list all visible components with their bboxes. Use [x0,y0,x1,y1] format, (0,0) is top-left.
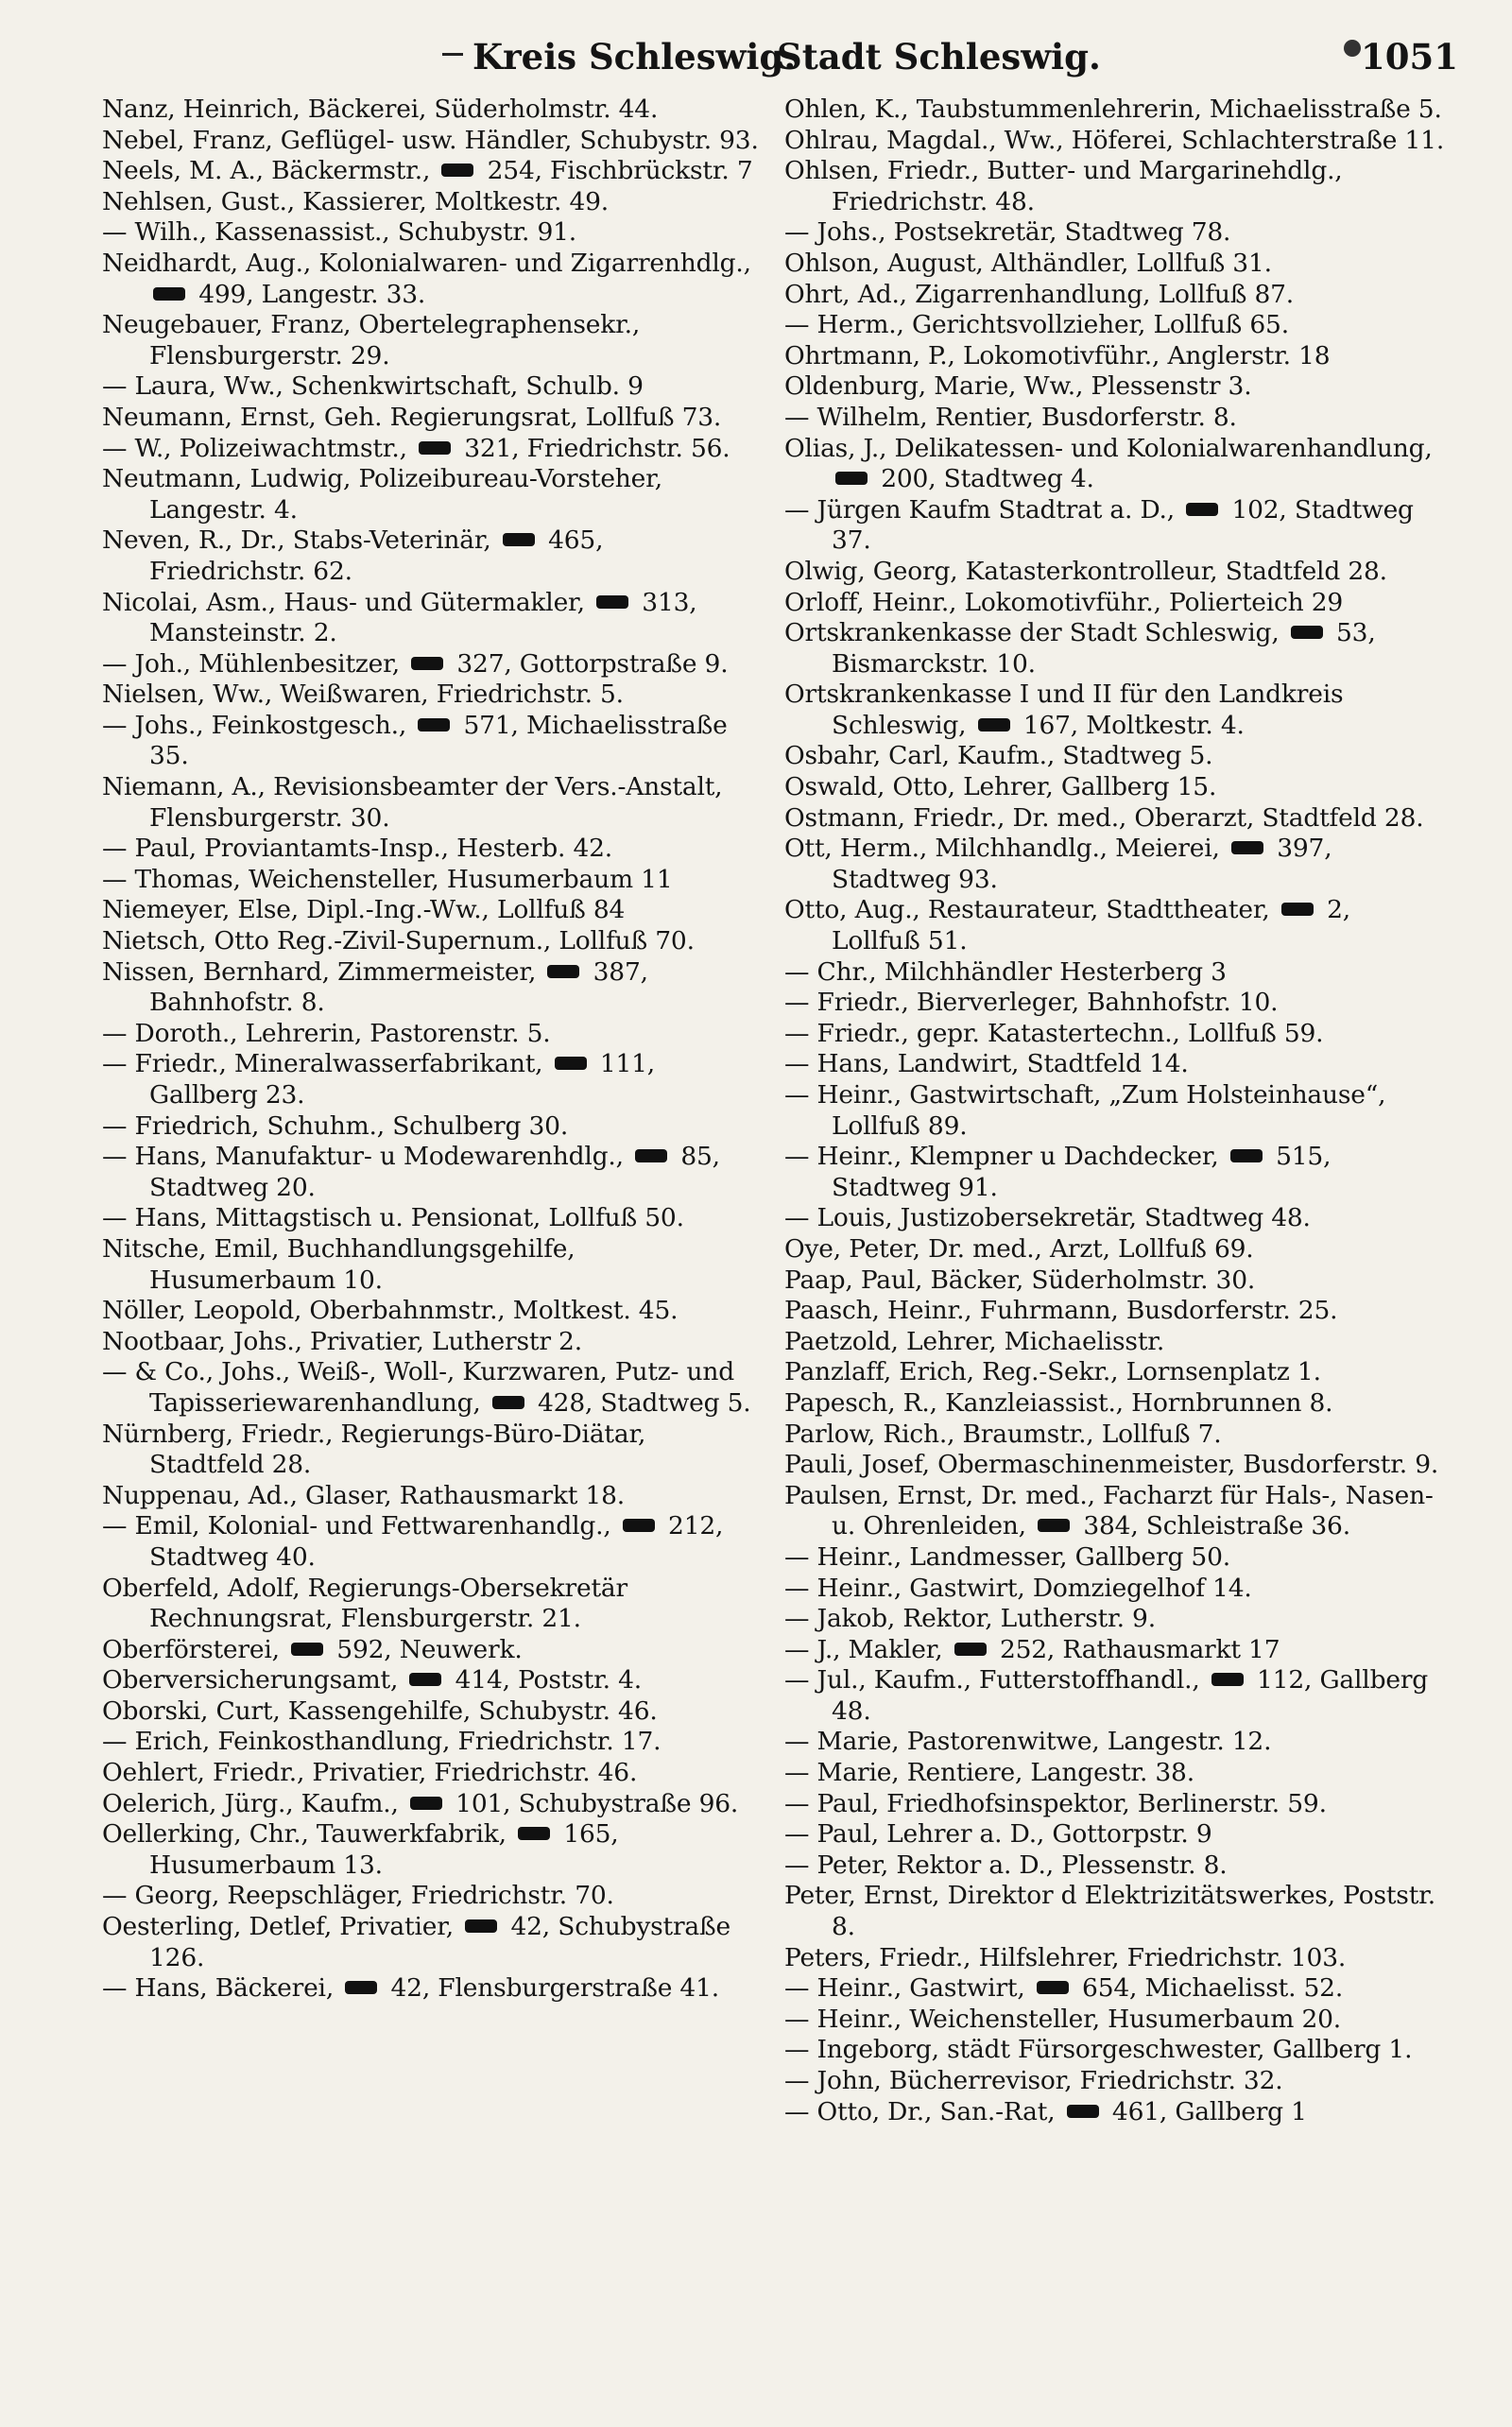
header-dash [442,53,463,56]
directory-entry: Oldenburg, Marie, Ww., Plessenstr 3. [784,371,1252,402]
directory-entry: Nuppenau, Ad., Glaser, Rathausmarkt 18. [102,1480,625,1510]
telephone-icon [345,1981,377,1994]
telephone-icon [410,1797,442,1810]
directory-entry: Panzlaff, Erich, Reg.-Sekr., Lornsenplatz 1. [784,1357,1321,1387]
directory-entry: Oellerking, Chr., Tauwerkfabrik, 165, Husumerbaum 13. [102,1819,619,1880]
directory-entry: Neugebauer, Franz, Obertelegraphensekr., Flensburgerstr. 29. [102,310,641,370]
telephone-icon [1231,841,1263,854]
directory-entry: Neidhardt, Aug., Kolonialwaren- und Zigarrenhdlg., 499, Langestr. 33. [102,248,751,309]
directory-entry: — Herm., Gerichtsvollzieher, Lollfuß 65. [784,310,1289,340]
directory-entry: — Louis, Justizobersekretär, Stadtweg 48. [784,1203,1311,1233]
header-district: Kreis Schleswig. [472,36,797,77]
directory-entry: Nanz, Heinrich, Bäckerei, Süderholmstr. 44. [102,95,659,124]
directory-entry: — Emil, Kolonial- und Fettwarenhandlg., 212, Stadtweg 40. [102,1511,724,1572]
directory-entry: — Joh., Mühlenbesitzer, 327, Gottorpstraße 9. [102,648,729,679]
directory-entry: Ortskrankenkasse I und II für den Landkreis Schleswig, 167, Moltkestr. 4. [784,680,1344,740]
directory-entry: Ott, Herm., Milchhandlg., Meierei, 397, Stadtweg 93. [784,834,1332,894]
directory-entry: — Friedr., Mineralwasserfabrikant, 111, Gallberg 23. [102,1049,656,1110]
directory-entry: Neutmann, Ludwig, Polizeibureau-Vorsteher, Langestr. 4. [102,464,662,525]
directory-entry: Nielsen, Ww., Weißwaren, Friedrichstr. 5. [102,680,624,710]
directory-entry: Neels, M. A., Bäckermstr., 254, Fischbrückstr. 7 [102,156,753,186]
directory-entry: — Marie, Rentiere, Langestr. 38. [784,1758,1194,1788]
directory-entry: Paap, Paul, Bäcker, Süderholmstr. 30. [784,1265,1256,1295]
telephone-icon [492,1396,524,1409]
directory-entry: — Jürgen Kaufm Stadtrat a. D., 102, Stadtweg 37. [784,494,1414,556]
left-column [102,95,764,2005]
directory-entry: Niemeyer, Else, Dipl.-Ing.-Ww., Lollfuß 84 [102,895,626,925]
directory-entry: — W., Polizeiwachtmstr., 321, Friedrichstr. 56. [102,433,730,463]
telephone-icon [465,1919,497,1933]
directory-entry: — Erich, Feinkosthandlung, Friedrichstr. 17. [102,1727,662,1757]
directory-entry: — Jakob, Rektor, Lutherstr. 9. [784,1604,1156,1634]
directory-entry: — Doroth., Lehrerin, Pastorenstr. 5. [102,1018,551,1048]
directory-entry: — Heinr., Gastwirt, 654, Michaelisst. 52. [784,1973,1344,2004]
telephone-icon [441,164,473,177]
directory-entry: — Heinr., Weichensteller, Husumerbaum 20. [784,2004,1341,2034]
directory-entry: — Hans, Landwirt, Stadtfeld 14. [784,1049,1189,1079]
telephone-icon [1230,1149,1263,1162]
directory-entry: — Heinr., Landmesser, Gallberg 50. [784,1541,1230,1572]
directory-entry: Oberfeld, Adolf, Regierungs-Obersekretär Rechnungsrat, Flensburgerstr. 21. [102,1573,627,1634]
directory-entry: Ortskrankenkasse der Stadt Schleswig, 53, Bismarckstr. 10. [784,618,1376,679]
directory-entry: Osbahr, Carl, Kaufm., Stadtweg 5. [784,741,1213,771]
directory-entry: — John, Bücherrevisor, Friedrichstr. 32. [784,2066,1283,2095]
directory-entry: Nürnberg, Friedr., Regierungs-Büro-Diätar, Stadtfeld 28. [102,1419,646,1480]
directory-entry: Nehlsen, Gust., Kassierer, Moltkestr. 49. [102,186,610,216]
directory-entry: Papesch, R., Kanzleiassist., Hornbrunnen 8. [784,1387,1333,1418]
directory-entry: Paasch, Heinr., Fuhrmann, Busdorferstr. 25. [784,1296,1338,1326]
page-header [0,36,1512,93]
directory-entry: Otto, Aug., Restaurateur, Stadttheater, 2, Lollfuß 51. [784,895,1350,956]
telephone-icon [518,1827,550,1840]
directory-entry: — Heinr., Gastwirt, Domziegelhof 14. [784,1573,1252,1603]
telephone-icon [555,1057,587,1070]
directory-entry: — Jul., Kaufm., Futterstoffhandl., 112, Gallberg 48. [784,1665,1429,1726]
directory-entry: — Hans, Mittagstisch u. Pensionat, Lollfuß 50. [102,1203,684,1233]
telephone-icon [411,657,443,670]
directory-entry: Neumann, Ernst, Geh. Regierungsrat, Lollfuß 73. [102,402,722,432]
directory-entry: Oberversicherungsamt, 414, Poststr. 4. [102,1665,642,1695]
page-number: 1051 [1361,36,1458,77]
directory-entry: Nebel, Franz, Geflügel- usw. Händler, Schubystr. 93. [102,125,759,155]
directory-entry: Parlow, Rich., Braumstr., Lollfuß 7. [784,1419,1222,1449]
directory-entry: Ohlsen, Friedr., Butter- und Margarinehdlg., Friedrichstr. 48. [784,156,1343,216]
telephone-icon [291,1643,323,1656]
directory-entry: — Hans, Manufaktur- u Modewarenhdlg., 85, Stadtweg 20. [102,1142,720,1202]
telephone-icon [954,1643,987,1656]
directory-entry: Nitsche, Emil, Buchhandlungsgehilfe, Husumerbaum 10. [102,1233,576,1295]
telephone-icon [1186,503,1218,516]
directory-entry: — Johs., Feinkostgesch., 571, Michaelisstraße 35. [102,710,728,771]
directory-entry: — Paul, Proviantamts-Insp., Hesterb. 42. [102,834,613,864]
directory-entry: Orloff, Heinr., Lokomotivführ., Polierteich 29 [784,587,1344,617]
directory-entry: — J., Makler, 252, Rathausmarkt 17 [784,1634,1280,1664]
directory-entry: Ohrtmann, P., Lokomotivführ., Anglerstr. 18 [784,340,1331,370]
telephone-icon [623,1519,655,1532]
directory-entry: — Thomas, Weichensteller, Husumerbaum 11 [102,864,673,894]
directory-entry: Niemann, A., Revisionsbeamter der Vers.-Anstalt, Flensburgerstr. 30. [102,772,723,833]
directory-entry: Neven, R., Dr., Stabs-Veterinär, 465, Friedrichstr. 62. [102,525,604,586]
directory-entry: Nootbaar, Johs., Privatier, Lutherstr 2. [102,1326,582,1356]
directory-entry: Nöller, Leopold, Oberbahnmstr., Moltkest. 45. [102,1296,679,1326]
directory-entry: — Wilh., Kassenassist., Schubystr. 91. [102,217,576,248]
telephone-icon [1067,2105,1099,2118]
directory-entry: — Johs., Postsekretär, Stadtweg 78. [784,217,1231,248]
telephone-icon [419,441,451,455]
directory-entry: Olias, J., Delikatessen- und Kolonialwarenhandlung, 200, Stadtweg 4. [784,433,1433,494]
right-column [784,95,1446,2127]
directory-entry: Oberförsterei, 592, Neuwerk. [102,1634,523,1664]
directory-entry: Nissen, Bernhard, Zimmermeister, 387, Bahnhofstr. 8. [102,956,648,1018]
directory-entry: Peters, Friedr., Hilfslehrer, Friedrichstr. 103. [784,1942,1347,1972]
directory-entry: Nicolai, Asm., Haus- und Gütermakler, 313, Mansteinstr. 2. [102,587,697,648]
telephone-icon [503,533,535,546]
directory-entry: Pauli, Josef, Obermaschinenmeister, Busdorferstr. 9. [784,1450,1439,1480]
telephone-icon [835,472,868,485]
header-town: Stadt Schleswig. [777,36,1101,77]
directory-entry: Oswald, Otto, Lehrer, Gallberg 15. [784,772,1217,802]
directory-entry: Nietsch, Otto Reg.-Zivil-Supernum., Lollfuß 70. [102,926,695,956]
directory-entry: — Heinr., Klempner u Dachdecker, 515, Stadtweg 91. [784,1142,1332,1202]
telephone-icon [635,1149,667,1162]
directory-entry: Olwig, Georg, Katasterkontrolleur, Stadtfeld 28. [784,556,1387,586]
directory-entry: Ohrt, Ad., Zigarrenhandlung, Lollfuß 87. [784,279,1295,309]
directory-entry: Oesterling, Detlef, Privatier, 42, Schubystraße 126. [102,1912,731,1972]
directory-entry: Paulsen, Ernst, Dr. med., Facharzt für Hals-, Nasen- u. Ohrenleiden, 384, Schleistraße 36. [784,1480,1434,1541]
telephone-icon [409,1673,441,1686]
directory-entry: Oborski, Curt, Kassengehilfe, Schubystr. 46. [102,1695,658,1726]
directory-entry: — Marie, Pastorenwitwe, Langestr. 12. [784,1727,1272,1757]
directory-entry: — Peter, Rektor a. D., Plessenstr. 8. [784,1850,1228,1880]
directory-entry: — Paul, Friedhofsinspektor, Berlinerstr. 59. [784,1788,1327,1818]
directory-entry: — Wilhelm, Rentier, Busdorferstr. 8. [784,402,1237,432]
directory-entry: — Paul, Lehrer a. D., Gottorpstr. 9 [784,1819,1212,1850]
telephone-icon [1281,903,1314,916]
telephone-icon [1038,1519,1070,1532]
directory-entry: Peter, Ernst, Direktor d Elektrizitätswerkes, Poststr. 8. [784,1881,1435,1942]
telephone-icon [153,287,185,301]
directory-entry: — Friedrich, Schuhm., Schulberg 30. [102,1110,569,1141]
directory-entry: — Laura, Ww., Schenkwirtschaft, Schulb. 9 [102,371,644,402]
directory-entry: — Hans, Bäckerei, 42, Flensburgerstraße 41. [102,1973,719,2004]
directory-entry: Ohlson, August, Althändler, Lollfuß 31. [784,248,1272,278]
telephone-icon [418,718,450,732]
directory-entry: — Ingeborg, städt Fürsorgeschwester, Gallberg 1. [784,2035,1413,2065]
directory-entry: — & Co., Johs., Weiß-, Woll-, Kurzwaren, Putz- und Tapisseriewarenhandlung, 428, Stadtweg 5. [102,1357,751,1418]
telephone-icon [1291,626,1323,639]
directory-entry: — Friedr., Bierverleger, Bahnhofstr. 10. [784,988,1279,1018]
telephone-icon [978,718,1010,732]
directory-entry: — Heinr., Gastwirtschaft, „Zum Holsteinhause“, Lollfuß 89. [784,1080,1386,1141]
telephone-icon [547,965,579,978]
directory-entry: Oye, Peter, Dr. med., Arzt, Lollfuß 69. [784,1233,1254,1264]
telephone-icon [1211,1673,1244,1686]
directory-entry: — Chr., Milchhändler Hesterberg 3 [784,956,1227,987]
telephone-icon [596,595,628,609]
telephone-icon [1037,1981,1069,1994]
directory-entry: Paetzold, Lehrer, Michaelisstr. [784,1326,1165,1356]
ink-blot [1344,40,1361,57]
directory-entry: Ohlrau, Magdal., Ww., Höferei, Schlachterstraße 11. [784,125,1445,155]
directory-entry: Ostmann, Friedr., Dr. med., Oberarzt, Stadtfeld 28. [784,802,1424,833]
directory-entry: — Otto, Dr., San.-Rat, 461, Gallberg 1 [784,2096,1307,2126]
directory-entry: — Georg, Reepschläger, Friedrichstr. 70. [102,1881,614,1911]
directory-entry: Ohlen, K., Taubstummenlehrerin, Michaelisstraße 5. [784,95,1442,124]
directory-entry: Oehlert, Friedr., Privatier, Friedrichstr. 46. [102,1758,638,1788]
directory-entry: Oelerich, Jürg., Kaufm., 101, Schubystraße 96. [102,1788,739,1818]
directory-entry: — Friedr., gepr. Katastertechn., Lollfuß 59. [784,1018,1324,1048]
